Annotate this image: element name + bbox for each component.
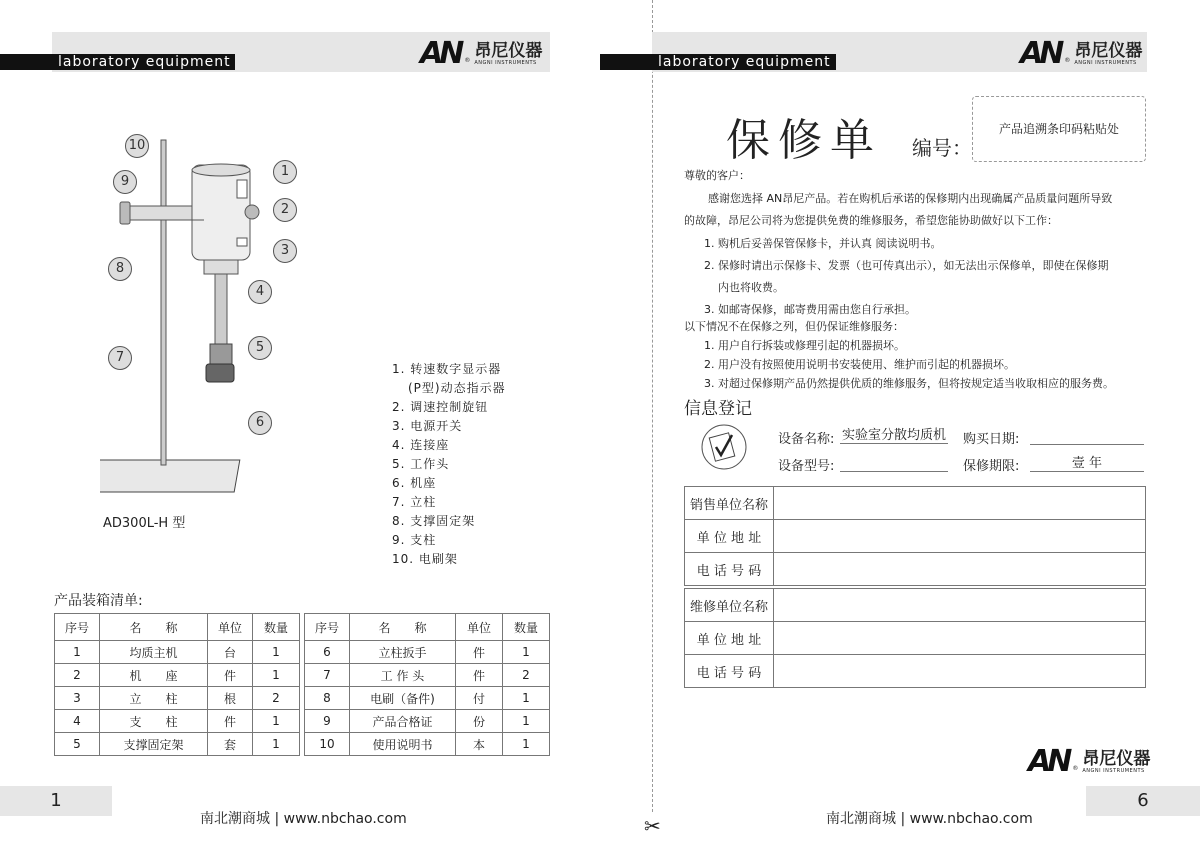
sales-unit-table: 销售单位名称 单 位 地 址 电 话 号 码 [684, 486, 1146, 586]
greeting: 尊敬的客户： [684, 169, 750, 182]
right-page-number: 6 [1086, 786, 1200, 816]
upright-pole [161, 140, 166, 465]
device-model-field[interactable] [840, 455, 948, 472]
left-page-number: 1 [0, 786, 112, 816]
info-title: 信息登记 [684, 399, 752, 419]
callout-6: 6 [248, 411, 272, 435]
warranty-title: 保修单 [726, 115, 882, 166]
callout-7: 7 [108, 346, 132, 370]
packing-table-right: 序号 名 称 单位 数量 6 立柱扳手 件 1 7 工 作 头 件 2 8 电刷（备件) 付 1 9 产品合格证 份 1 10 使用说明书 本 1 [304, 613, 550, 756]
service-unit-phone-field[interactable] [774, 655, 1146, 688]
left-header-label: laboratory equipment [0, 54, 235, 70]
packing-title: 产品装箱清单: [54, 593, 143, 609]
work-head [206, 364, 234, 382]
purchase-date-field[interactable] [1030, 428, 1144, 445]
fold-line [652, 0, 653, 812]
right-logo: AN ® 昂尼仪器 ANGNI INSTRUMENTS [1020, 36, 1143, 71]
scissors-icon: ✂ [644, 814, 661, 838]
service-unit-table: 维修单位名称 单 位 地 址 电 话 号 码 [684, 588, 1146, 688]
callout-9: 9 [113, 170, 137, 194]
callout-8: 8 [108, 257, 132, 281]
parts-legend: 1. 转速数字显示器 (P型)动态指示器 2. 调速控制旋钮 3. 电源开关 4. 连接座 5. 工作头 6. 机座 7. 立柱 8. 支撑固定架 9. 支柱 10. 电刷架 [392, 362, 506, 566]
right-header-label: laboratory equipment [600, 54, 836, 70]
sales-unit-name-field[interactable] [774, 487, 1146, 520]
right-footer: 南北潮商城 | www.nbchao.com [826, 811, 1033, 827]
device-name-field[interactable]: 实验室分散均质机 [840, 424, 948, 444]
barcode-sticker-area: 产品追溯条印码粘贴处 [972, 96, 1146, 162]
callout-3: 3 [273, 239, 297, 263]
model-label: AD300L-H 型 [103, 516, 186, 531]
number-label: 编号： [912, 136, 972, 160]
bottom-logo: AN ® 昂尼仪器 ANGNI INSTRUMENTS [1028, 744, 1151, 779]
clamp-bar [125, 206, 195, 220]
left-footer: 南北潮商城 | www.nbchao.com [200, 811, 407, 827]
callout-10: 10 [125, 134, 149, 158]
shaft [215, 274, 227, 344]
sales-unit-address-field[interactable] [774, 520, 1146, 553]
logo-mark: AN [420, 36, 461, 71]
checklist-icon [700, 423, 748, 471]
callout-4: 4 [248, 280, 272, 304]
service-unit-address-field[interactable] [774, 622, 1146, 655]
callout-5: 5 [248, 336, 272, 360]
callout-2: 2 [273, 198, 297, 222]
sales-unit-phone-field[interactable] [774, 553, 1146, 586]
callout-1: 1 [273, 160, 297, 184]
warranty-period-field[interactable]: 壹 年 [1030, 452, 1144, 472]
left-logo: AN ® 昂尼仪器 ANGNI INSTRUMENTS [420, 36, 543, 71]
packing-table-left: 序号 名 称 单位 数量 1 均质主机 台 1 2 机 座 件 1 3 立 柱 根 2 4 支 柱 件 1 5 支撑固定架 套 1 [54, 613, 300, 756]
service-unit-name-field[interactable] [774, 589, 1146, 622]
